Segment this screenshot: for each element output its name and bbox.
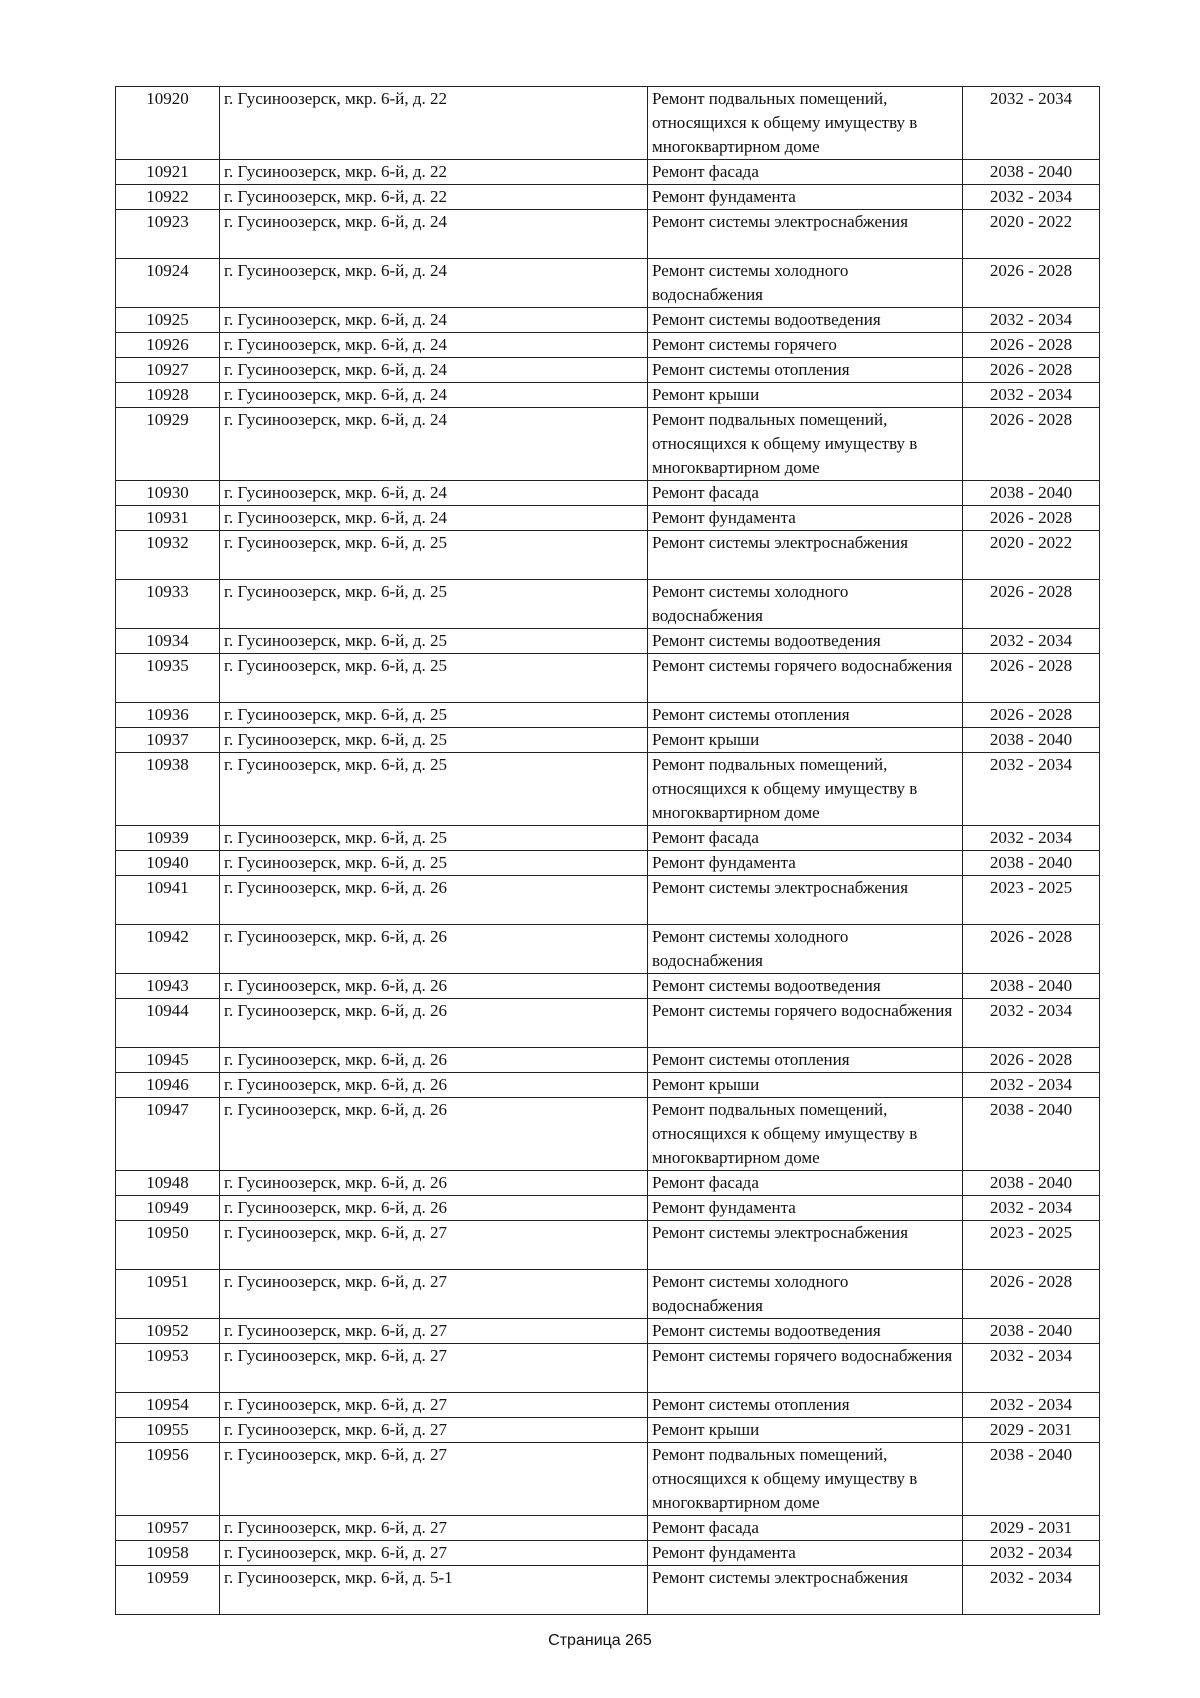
row-period: 2026 - 2028 <box>963 703 1100 728</box>
row-address: г. Гусиноозерск, мкр. 6-й, д. 27 <box>220 1221 648 1270</box>
row-number: 10925 <box>116 308 220 333</box>
row-address: г. Гусиноозерск, мкр. 6-й, д. 24 <box>220 481 648 506</box>
row-address: г. Гусиноозерск, мкр. 6-й, д. 26 <box>220 1048 648 1073</box>
row-work: Ремонт фасада <box>648 160 963 185</box>
row-work: Ремонт системы отопления <box>648 1393 963 1418</box>
table-row <box>116 1566 1100 1615</box>
row-number: 10953 <box>116 1344 220 1393</box>
table-row <box>116 210 1100 259</box>
table-row <box>116 1221 1100 1270</box>
table-row <box>116 580 1100 629</box>
table-row <box>116 1319 1100 1344</box>
table-row <box>116 506 1100 531</box>
row-address: г. Гусиноозерск, мкр. 6-й, д. 25 <box>220 703 648 728</box>
row-number: 10932 <box>116 531 220 580</box>
row-period: 2038 - 2040 <box>963 1171 1100 1196</box>
row-address: г. Гусиноозерск, мкр. 6-й, д. 25 <box>220 851 648 876</box>
row-number: 10942 <box>116 925 220 974</box>
row-address: г. Гусиноозерск, мкр. 6-й, д. 27 <box>220 1344 648 1393</box>
row-period: 2020 - 2022 <box>963 531 1100 580</box>
row-address: г. Гусиноозерск, мкр. 6-й, д. 25 <box>220 629 648 654</box>
row-period: 2032 - 2034 <box>963 1566 1100 1615</box>
row-period: 2032 - 2034 <box>963 87 1100 160</box>
row-address: г. Гусиноозерск, мкр. 6-й, д. 25 <box>220 728 648 753</box>
row-period: 2032 - 2034 <box>963 1073 1100 1098</box>
row-address: г. Гусиноозерск, мкр. 6-й, д. 24 <box>220 210 648 259</box>
table-row <box>116 185 1100 210</box>
row-number: 10933 <box>116 580 220 629</box>
row-period: 2029 - 2031 <box>963 1418 1100 1443</box>
row-period: 2032 - 2034 <box>963 753 1100 826</box>
row-work: Ремонт системы холодного водоснабжения <box>648 925 963 974</box>
table-row <box>116 1196 1100 1221</box>
table-row <box>116 1516 1100 1541</box>
works-table <box>115 86 1100 1615</box>
row-address: г. Гусиноозерск, мкр. 6-й, д. 25 <box>220 654 648 703</box>
row-work: Ремонт системы электроснабжения <box>648 1566 963 1615</box>
row-number: 10958 <box>116 1541 220 1566</box>
row-period: 2026 - 2028 <box>963 408 1100 481</box>
row-period: 2026 - 2028 <box>963 358 1100 383</box>
row-number: 10955 <box>116 1418 220 1443</box>
row-address: г. Гусиноозерск, мкр. 6-й, д. 25 <box>220 826 648 851</box>
row-work: Ремонт системы горячего водоснабжения <box>648 654 963 703</box>
row-address: г. Гусиноозерск, мкр. 6-й, д. 25 <box>220 753 648 826</box>
table-row <box>116 1344 1100 1393</box>
row-work: Ремонт системы водоотведения <box>648 974 963 999</box>
table-row <box>116 728 1100 753</box>
row-address: г. Гусиноозерск, мкр. 6-й, д. 27 <box>220 1319 648 1344</box>
row-period: 2032 - 2034 <box>963 383 1100 408</box>
row-period: 2026 - 2028 <box>963 580 1100 629</box>
row-number: 10957 <box>116 1516 220 1541</box>
table-row <box>116 259 1100 308</box>
row-address: г. Гусиноозерск, мкр. 6-й, д. 22 <box>220 185 648 210</box>
row-work: Ремонт системы холодного водоснабжения <box>648 259 963 308</box>
row-period: 2038 - 2040 <box>963 160 1100 185</box>
table-row <box>116 826 1100 851</box>
row-address: г. Гусиноозерск, мкр. 6-й, д. 24 <box>220 259 648 308</box>
row-number: 10952 <box>116 1319 220 1344</box>
row-address: г. Гусиноозерск, мкр. 6-й, д. 26 <box>220 1196 648 1221</box>
works-table-body <box>116 87 1100 1615</box>
table-row <box>116 974 1100 999</box>
row-work: Ремонт системы холодного водоснабжения <box>648 580 963 629</box>
page-number: Страница 265 <box>548 1632 652 1649</box>
row-period: 2032 - 2034 <box>963 185 1100 210</box>
row-work: Ремонт системы горячего водоснабжения <box>648 1344 963 1393</box>
row-period: 2032 - 2034 <box>963 999 1100 1048</box>
row-work: Ремонт системы водоотведения <box>648 1319 963 1344</box>
row-number: 10946 <box>116 1073 220 1098</box>
table-row <box>116 87 1100 160</box>
table-row <box>116 629 1100 654</box>
table-row <box>116 654 1100 703</box>
row-work: Ремонт системы водоотведения <box>648 308 963 333</box>
row-number: 10940 <box>116 851 220 876</box>
row-work: Ремонт фасада <box>648 481 963 506</box>
row-number: 10949 <box>116 1196 220 1221</box>
row-work: Ремонт крыши <box>648 728 963 753</box>
row-work: Ремонт системы отопления <box>648 1048 963 1073</box>
row-number: 10923 <box>116 210 220 259</box>
row-work: Ремонт подвальных помещений, относящихся к общему имуществу в многоквартирном доме <box>648 408 963 481</box>
row-period: 2032 - 2034 <box>963 826 1100 851</box>
row-work: Ремонт системы электроснабжения <box>648 876 963 925</box>
row-work: Ремонт системы электроснабжения <box>648 531 963 580</box>
row-work: Ремонт крыши <box>648 383 963 408</box>
row-number: 10951 <box>116 1270 220 1319</box>
row-period: 2038 - 2040 <box>963 481 1100 506</box>
row-period: 2026 - 2028 <box>963 654 1100 703</box>
row-period: 2032 - 2034 <box>963 629 1100 654</box>
row-address: г. Гусиноозерск, мкр. 6-й, д. 25 <box>220 580 648 629</box>
row-work: Ремонт системы горячего водоснабжения <box>648 999 963 1048</box>
row-number: 10931 <box>116 506 220 531</box>
row-address: г. Гусиноозерск, мкр. 6-й, д. 22 <box>220 160 648 185</box>
row-number: 10930 <box>116 481 220 506</box>
row-address: г. Гусиноозерск, мкр. 6-й, д. 24 <box>220 408 648 481</box>
row-address: г. Гусиноозерск, мкр. 6-й, д. 27 <box>220 1270 648 1319</box>
table-row <box>116 1443 1100 1516</box>
row-period: 2032 - 2034 <box>963 1196 1100 1221</box>
row-period: 2038 - 2040 <box>963 851 1100 876</box>
row-number: 10937 <box>116 728 220 753</box>
table-row <box>116 408 1100 481</box>
table-row <box>116 1171 1100 1196</box>
table-row <box>116 481 1100 506</box>
row-period: 2020 - 2022 <box>963 210 1100 259</box>
row-number: 10929 <box>116 408 220 481</box>
row-address: г. Гусиноозерск, мкр. 6-й, д. 5-1 <box>220 1566 648 1615</box>
row-number: 10947 <box>116 1098 220 1171</box>
row-number: 10936 <box>116 703 220 728</box>
row-address: г. Гусиноозерск, мкр. 6-й, д. 26 <box>220 974 648 999</box>
row-number: 10939 <box>116 826 220 851</box>
row-period: 2026 - 2028 <box>963 925 1100 974</box>
row-address: г. Гусиноозерск, мкр. 6-й, д. 24 <box>220 333 648 358</box>
row-address: г. Гусиноозерск, мкр. 6-й, д. 27 <box>220 1393 648 1418</box>
row-work: Ремонт системы отопления <box>648 703 963 728</box>
table-row <box>116 1270 1100 1319</box>
row-address: г. Гусиноозерск, мкр. 6-й, д. 26 <box>220 1098 648 1171</box>
row-number: 10959 <box>116 1566 220 1615</box>
row-period: 2038 - 2040 <box>963 974 1100 999</box>
row-work: Ремонт крыши <box>648 1073 963 1098</box>
row-work: Ремонт системы холодного водоснабжения <box>648 1270 963 1319</box>
table-row <box>116 531 1100 580</box>
row-period: 2032 - 2034 <box>963 1344 1100 1393</box>
row-number: 10922 <box>116 185 220 210</box>
row-work: Ремонт фасада <box>648 826 963 851</box>
row-work: Ремонт подвальных помещений, относящихся к общему имуществу в многоквартирном доме <box>648 87 963 160</box>
row-number: 10921 <box>116 160 220 185</box>
table-row <box>116 753 1100 826</box>
row-address: г. Гусиноозерск, мкр. 6-й, д. 24 <box>220 383 648 408</box>
table-row <box>116 851 1100 876</box>
row-number: 10948 <box>116 1171 220 1196</box>
row-work: Ремонт системы водоотведения <box>648 629 963 654</box>
row-period: 2032 - 2034 <box>963 308 1100 333</box>
row-address: г. Гусиноозерск, мкр. 6-й, д. 27 <box>220 1541 648 1566</box>
row-period: 2038 - 2040 <box>963 1319 1100 1344</box>
row-work: Ремонт системы отопления <box>648 358 963 383</box>
table-row <box>116 333 1100 358</box>
row-work: Ремонт фундамента <box>648 851 963 876</box>
row-number: 10924 <box>116 259 220 308</box>
row-work: Ремонт фасада <box>648 1171 963 1196</box>
row-number: 10927 <box>116 358 220 383</box>
table-row <box>116 925 1100 974</box>
row-number: 10920 <box>116 87 220 160</box>
table-row <box>116 1418 1100 1443</box>
row-period: 2026 - 2028 <box>963 333 1100 358</box>
row-period: 2038 - 2040 <box>963 728 1100 753</box>
row-number: 10928 <box>116 383 220 408</box>
table-row <box>116 1541 1100 1566</box>
row-number: 10935 <box>116 654 220 703</box>
row-work: Ремонт фасада <box>648 1516 963 1541</box>
table-row <box>116 1098 1100 1171</box>
table-row <box>116 1048 1100 1073</box>
row-address: г. Гусиноозерск, мкр. 6-й, д. 24 <box>220 308 648 333</box>
row-address: г. Гусиноозерск, мкр. 6-й, д. 26 <box>220 876 648 925</box>
table-row <box>116 703 1100 728</box>
row-address: г. Гусиноозерск, мкр. 6-й, д. 27 <box>220 1516 648 1541</box>
row-number: 10943 <box>116 974 220 999</box>
row-number: 10926 <box>116 333 220 358</box>
row-address: г. Гусиноозерск, мкр. 6-й, д. 26 <box>220 925 648 974</box>
row-period: 2026 - 2028 <box>963 506 1100 531</box>
table-row <box>116 1073 1100 1098</box>
row-period: 2023 - 2025 <box>963 876 1100 925</box>
row-number: 10954 <box>116 1393 220 1418</box>
row-work: Ремонт системы горячего <box>648 333 963 358</box>
row-period: 2026 - 2028 <box>963 259 1100 308</box>
row-number: 10938 <box>116 753 220 826</box>
row-work: Ремонт фундамента <box>648 1541 963 1566</box>
row-period: 2026 - 2028 <box>963 1270 1100 1319</box>
row-work: Ремонт фундамента <box>648 185 963 210</box>
row-address: г. Гусиноозерск, мкр. 6-й, д. 26 <box>220 1073 648 1098</box>
row-work: Ремонт подвальных помещений, относящихся к общему имуществу в многоквартирном доме <box>648 1443 963 1516</box>
row-number: 10945 <box>116 1048 220 1073</box>
row-work: Ремонт подвальных помещений, относящихся к общему имуществу в многоквартирном доме <box>648 1098 963 1171</box>
table-row <box>116 160 1100 185</box>
row-period: 2029 - 2031 <box>963 1516 1100 1541</box>
row-number: 10956 <box>116 1443 220 1516</box>
row-number: 10941 <box>116 876 220 925</box>
row-period: 2038 - 2040 <box>963 1443 1100 1516</box>
row-number: 10944 <box>116 999 220 1048</box>
row-address: г. Гусиноозерск, мкр. 6-й, д. 24 <box>220 358 648 383</box>
row-address: г. Гусиноозерск, мкр. 6-й, д. 24 <box>220 506 648 531</box>
row-period: 2032 - 2034 <box>963 1393 1100 1418</box>
row-period: 2026 - 2028 <box>963 1048 1100 1073</box>
row-work: Ремонт фундамента <box>648 1196 963 1221</box>
row-address: г. Гусиноозерск, мкр. 6-й, д. 27 <box>220 1443 648 1516</box>
table-row <box>116 876 1100 925</box>
row-address: г. Гусиноозерск, мкр. 6-й, д. 25 <box>220 531 648 580</box>
row-number: 10950 <box>116 1221 220 1270</box>
row-period: 2023 - 2025 <box>963 1221 1100 1270</box>
row-address: г. Гусиноозерск, мкр. 6-й, д. 22 <box>220 87 648 160</box>
table-row <box>116 383 1100 408</box>
table-row <box>116 358 1100 383</box>
row-work: Ремонт крыши <box>648 1418 963 1443</box>
row-address: г. Гусиноозерск, мкр. 6-й, д. 26 <box>220 999 648 1048</box>
row-period: 2032 - 2034 <box>963 1541 1100 1566</box>
row-work: Ремонт системы электроснабжения <box>648 1221 963 1270</box>
table-row <box>116 1393 1100 1418</box>
table-row <box>116 308 1100 333</box>
row-work: Ремонт подвальных помещений, относящихся к общему имуществу в многоквартирном доме <box>648 753 963 826</box>
row-address: г. Гусиноозерск, мкр. 6-й, д. 26 <box>220 1171 648 1196</box>
row-period: 2038 - 2040 <box>963 1098 1100 1171</box>
row-number: 10934 <box>116 629 220 654</box>
table-row <box>116 999 1100 1048</box>
row-work: Ремонт фундамента <box>648 506 963 531</box>
row-work: Ремонт системы электроснабжения <box>648 210 963 259</box>
row-address: г. Гусиноозерск, мкр. 6-й, д. 27 <box>220 1418 648 1443</box>
